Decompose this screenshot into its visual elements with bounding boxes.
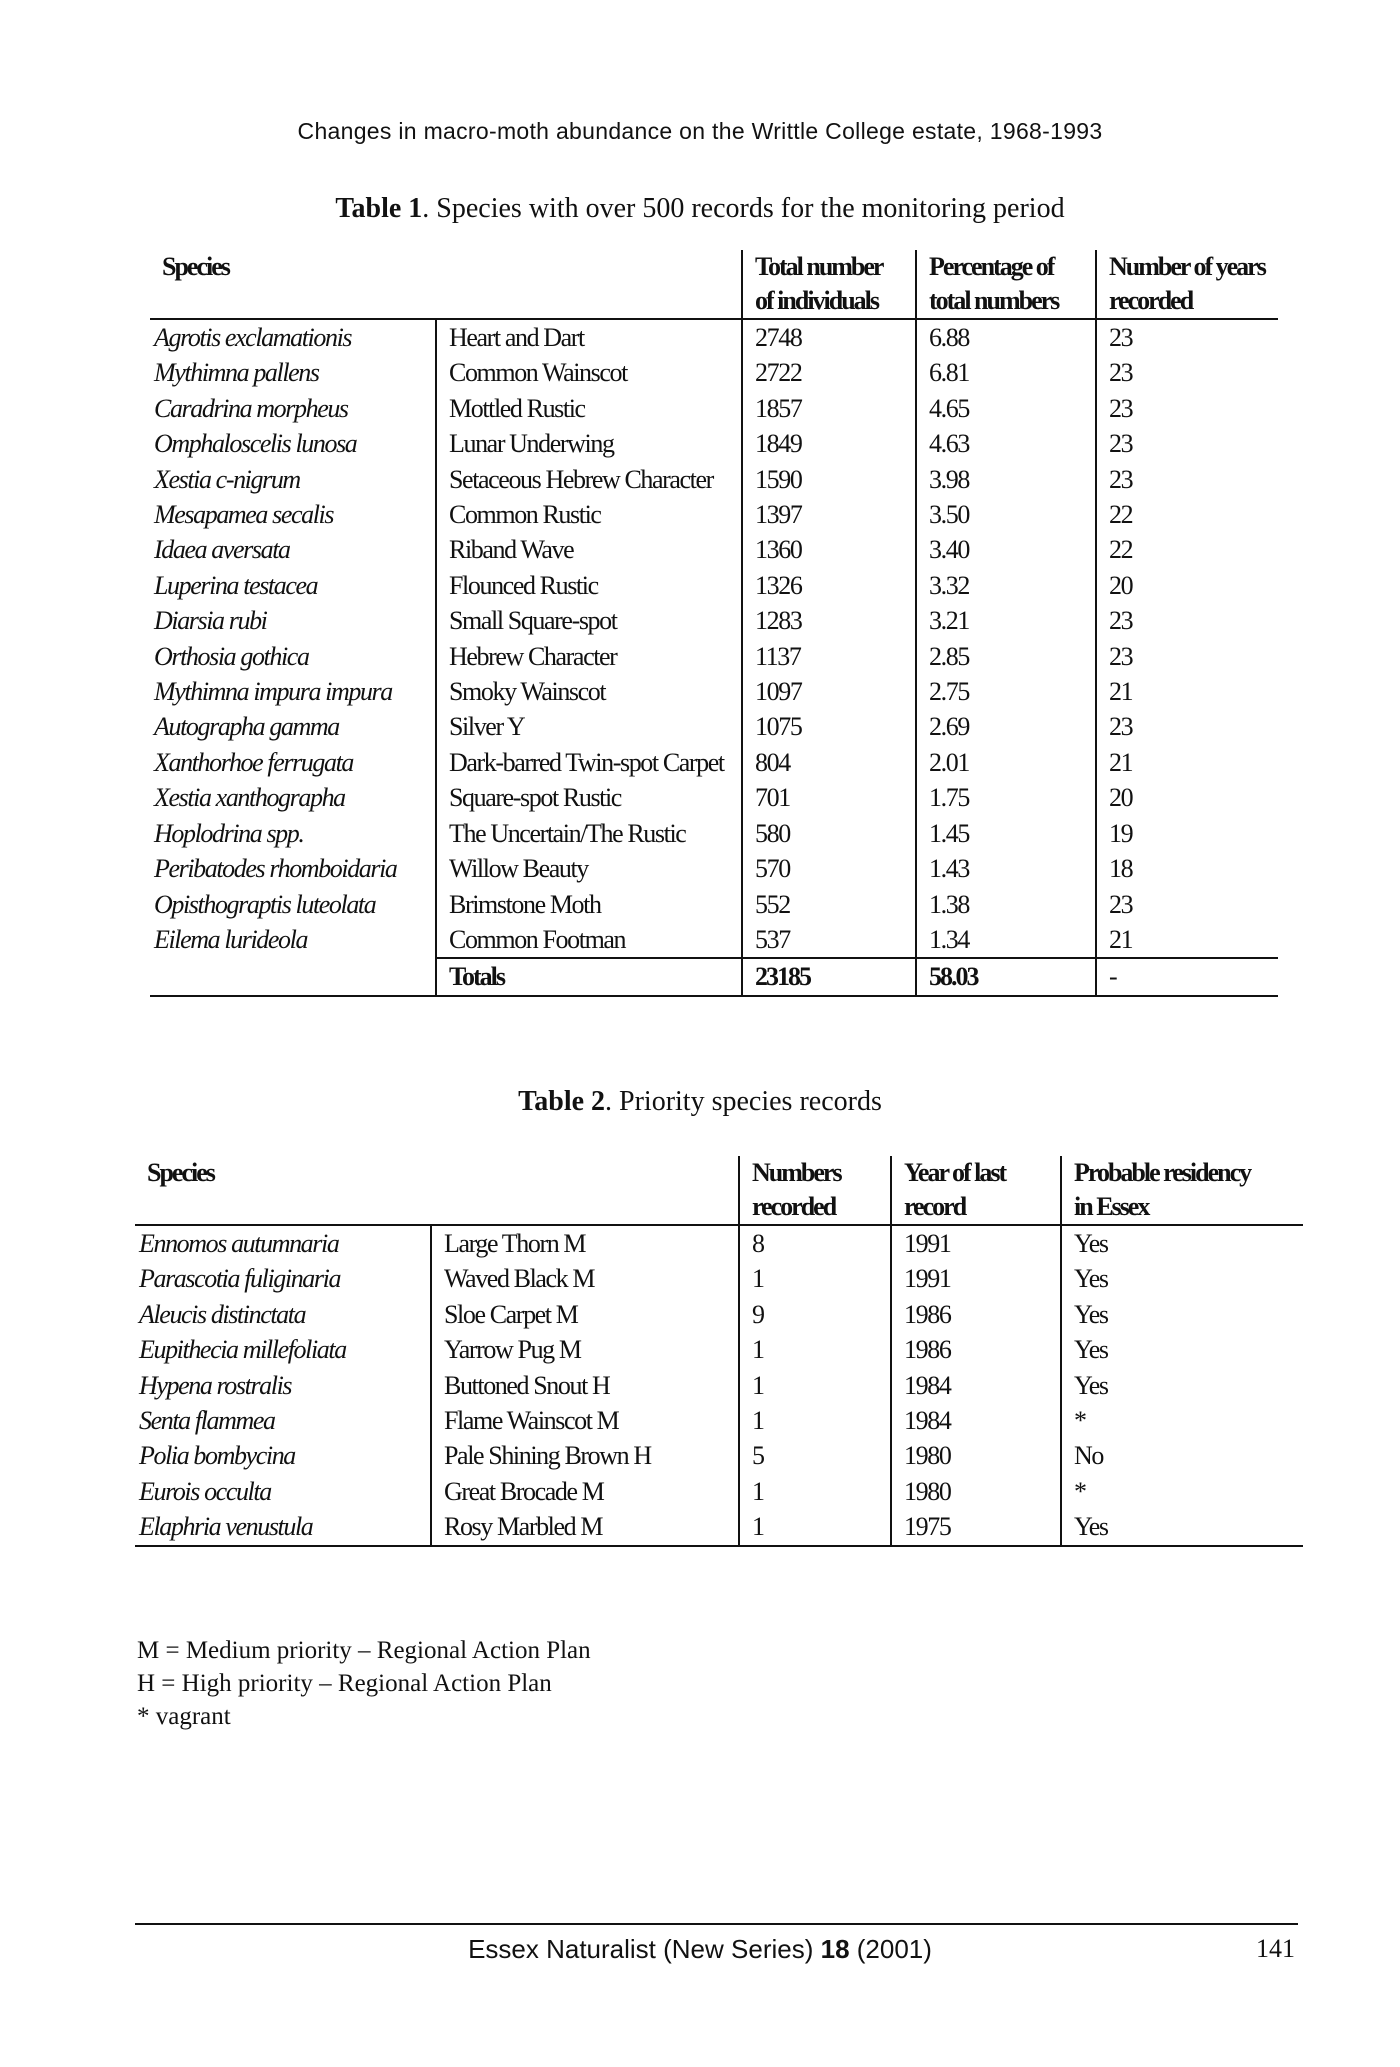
footer-volume: 18	[820, 1934, 850, 1964]
table1-row	[150, 497, 1278, 532]
years-recorded: 23	[1096, 887, 1278, 922]
note-medium-priority: M = Medium priority – Regional Action Plan	[137, 1637, 591, 1664]
probable-residency: No	[1061, 1438, 1303, 1473]
total-individuals: 1360	[742, 532, 916, 567]
table1-row	[150, 319, 1278, 355]
table2-row	[135, 1297, 1303, 1332]
total-individuals: 552	[742, 887, 916, 922]
table1-totals-row	[150, 958, 1278, 995]
years-recorded: 21	[1096, 922, 1278, 958]
numbers-recorded: 1	[739, 1368, 891, 1403]
table2-row	[135, 1509, 1303, 1545]
numbers-recorded: 1	[739, 1261, 891, 1296]
years-recorded: 23	[1096, 426, 1278, 461]
percentage-total: 1.43	[916, 851, 1096, 886]
scientific-name: Idaea aversata	[154, 535, 290, 565]
years-recorded: 23	[1096, 603, 1278, 638]
year-last-record: 1984	[891, 1368, 1061, 1403]
table1-row	[150, 709, 1278, 744]
scientific-name: Mythimna pallens	[154, 358, 319, 388]
percentage-total: 4.63	[916, 426, 1096, 461]
probable-residency: Yes	[1061, 1297, 1303, 1332]
table1-label: Table 1	[335, 193, 423, 224]
numbers-recorded: 1	[739, 1403, 891, 1438]
years-recorded: 20	[1096, 780, 1278, 815]
table1-header-total: Total number	[742, 250, 916, 284]
running-head: Changes in macro-moth abundance on the Writtle College estate, 1968-1993	[297, 118, 1103, 144]
percentage-total: 2.01	[916, 745, 1096, 780]
year-last-record: 1984	[891, 1403, 1061, 1438]
common-name: Flounced Rustic	[436, 568, 742, 603]
percentage-total: 2.69	[916, 709, 1096, 744]
numbers-recorded: 1	[739, 1509, 891, 1545]
table2-row	[135, 1474, 1303, 1509]
years-recorded: 23	[1096, 462, 1278, 497]
year-last-record: 1980	[891, 1474, 1061, 1509]
note-vagrant: * vagrant	[137, 1703, 231, 1730]
common-name: Dark-barred Twin-spot Carpet	[436, 745, 742, 780]
percentage-total: 1.38	[916, 887, 1096, 922]
year-last-record: 1980	[891, 1438, 1061, 1473]
table1-row	[150, 745, 1278, 780]
footer-journal: Essex Naturalist (New Series)	[468, 1934, 821, 1964]
total-individuals: 570	[742, 851, 916, 886]
years-recorded: 23	[1096, 391, 1278, 426]
table1-row	[150, 426, 1278, 461]
table1	[150, 250, 1278, 997]
percentage-total: 2.75	[916, 674, 1096, 709]
common-name: Riband Wave	[436, 532, 742, 567]
scientific-name: Hypena rostralis	[139, 1370, 292, 1400]
table1-row	[150, 639, 1278, 674]
year-last-record: 1991	[891, 1261, 1061, 1296]
total-individuals: 804	[742, 745, 916, 780]
table1-header-years-2: recorded	[1096, 284, 1278, 319]
common-name: Rosy Marbled M	[431, 1509, 739, 1545]
common-name: Pale Shining Brown H	[431, 1438, 739, 1473]
probable-residency: Yes	[1061, 1332, 1303, 1367]
percentage-total: 3.98	[916, 462, 1096, 497]
table1-row	[150, 391, 1278, 426]
common-name: Hebrew Character	[436, 639, 742, 674]
common-name: Waved Black M	[431, 1261, 739, 1296]
table1-header-species: Species	[162, 252, 229, 281]
table2-header-residency: Probable residency	[1061, 1156, 1303, 1190]
scientific-name: Xanthorhoe ferrugata	[154, 747, 354, 777]
table1-row	[150, 568, 1278, 603]
common-name: Setaceous Hebrew Character	[436, 462, 742, 497]
years-recorded: 23	[1096, 319, 1278, 355]
common-name: Great Brocade M	[431, 1474, 739, 1509]
scientific-name: Aleucis distinctata	[139, 1299, 306, 1329]
scientific-name: Caradrina morpheus	[154, 393, 348, 423]
year-last-record: 1986	[891, 1297, 1061, 1332]
table2-header-year-2: record	[891, 1190, 1061, 1225]
table2-title: . Priority species records	[605, 1086, 882, 1117]
common-name: Lunar Underwing	[436, 426, 742, 461]
common-name: Square-spot Rustic	[436, 780, 742, 815]
table2-row	[135, 1438, 1303, 1473]
note-high-priority: H = High priority – Regional Action Plan	[137, 1670, 552, 1697]
scientific-name: Hoplodrina spp.	[154, 818, 304, 848]
probable-residency: *	[1061, 1474, 1303, 1509]
table1-body	[150, 319, 1278, 958]
years-recorded: 23	[1096, 639, 1278, 674]
table2-notes	[137, 1634, 591, 1733]
table1-totals-years: -	[1096, 958, 1278, 995]
table2-row	[135, 1261, 1303, 1296]
common-name: Buttoned Snout H	[431, 1368, 739, 1403]
numbers-recorded: 1	[739, 1474, 891, 1509]
table1-row	[150, 887, 1278, 922]
years-recorded: 23	[1096, 709, 1278, 744]
numbers-recorded: 5	[739, 1438, 891, 1473]
table2-row	[135, 1403, 1303, 1438]
percentage-total: 3.32	[916, 568, 1096, 603]
percentage-total: 1.34	[916, 922, 1096, 958]
scientific-name: Xestia c-nigrum	[154, 464, 300, 494]
table1-title: . Species with over 500 records for the monitoring period	[422, 193, 1065, 224]
total-individuals: 1590	[742, 462, 916, 497]
total-individuals: 1326	[742, 568, 916, 603]
years-recorded: 19	[1096, 816, 1278, 851]
year-last-record: 1991	[891, 1225, 1061, 1261]
footer-citation	[0, 1934, 1400, 1965]
scientific-name: Polia bombycina	[139, 1441, 295, 1471]
table2-header-numbers-2: recorded	[739, 1190, 891, 1225]
numbers-recorded: 9	[739, 1297, 891, 1332]
years-recorded: 23	[1096, 355, 1278, 390]
scientific-name: Eupithecia millefoliata	[139, 1335, 346, 1365]
year-last-record: 1986	[891, 1332, 1061, 1367]
scientific-name: Peribatodes rhomboidaria	[154, 854, 397, 884]
table1-row	[150, 462, 1278, 497]
scientific-name: Eilema lurideola	[154, 924, 308, 954]
percentage-total: 2.85	[916, 639, 1096, 674]
percentage-total: 4.65	[916, 391, 1096, 426]
scientific-name: Diarsia rubi	[154, 606, 267, 636]
common-name: Common Footman	[436, 922, 742, 958]
total-individuals: 1137	[742, 639, 916, 674]
probable-residency: *	[1061, 1403, 1303, 1438]
percentage-total: 3.40	[916, 532, 1096, 567]
table2-header-numbers: Numbers	[739, 1156, 891, 1190]
total-individuals: 1857	[742, 391, 916, 426]
total-individuals: 701	[742, 780, 916, 815]
years-recorded: 18	[1096, 851, 1278, 886]
scientific-name: Elaphria venustula	[135, 1509, 431, 1545]
percentage-total: 3.50	[916, 497, 1096, 532]
table1-caption	[0, 193, 1400, 225]
common-name: Common Wainscot	[436, 355, 742, 390]
probable-residency: Yes	[1061, 1261, 1303, 1296]
table1-totals-total: 23185	[742, 958, 916, 995]
scientific-name: Senta flammea	[139, 1406, 275, 1436]
total-individuals: 1097	[742, 674, 916, 709]
table1-row	[150, 674, 1278, 709]
table2-row	[135, 1332, 1303, 1367]
probable-residency: Yes	[1061, 1509, 1303, 1545]
footer-year: (2001)	[849, 1934, 932, 1964]
common-name: Sloe Carpet M	[431, 1297, 739, 1332]
scientific-name: Omphaloscelis lunosa	[154, 429, 357, 459]
common-name: Small Square-spot	[436, 603, 742, 638]
common-name: The Uncertain/The Rustic	[436, 816, 742, 851]
footer-rule	[135, 1923, 1298, 1925]
probable-residency: Yes	[1061, 1225, 1303, 1261]
total-individuals: 580	[742, 816, 916, 851]
scientific-name: Autographa gamma	[154, 712, 339, 742]
table2-row	[135, 1225, 1303, 1261]
common-name: Smoky Wainscot	[436, 674, 742, 709]
percentage-total: 6.88	[916, 319, 1096, 355]
years-recorded: 22	[1096, 497, 1278, 532]
scientific-name: Mesapamea secalis	[154, 500, 334, 530]
table1-row	[150, 532, 1278, 567]
common-name: Silver Y	[436, 709, 742, 744]
year-last-record: 1975	[891, 1509, 1061, 1545]
table2-header-residency-2: in Essex	[1061, 1190, 1303, 1225]
table2-caption	[0, 1086, 1400, 1118]
total-individuals: 537	[742, 922, 916, 958]
years-recorded: 20	[1096, 568, 1278, 603]
table2-header-species: Species	[147, 1158, 214, 1187]
scientific-name: Luperina testacea	[154, 570, 318, 600]
total-individuals: 1283	[742, 603, 916, 638]
common-name: Flame Wainscot M	[431, 1403, 739, 1438]
total-individuals: 1075	[742, 709, 916, 744]
common-name: Yarrow Pug M	[431, 1332, 739, 1367]
table1-row	[150, 780, 1278, 815]
common-name: Heart and Dart	[436, 319, 742, 355]
percentage-total: 3.21	[916, 603, 1096, 638]
table2-body	[135, 1225, 1303, 1546]
total-individuals: 2748	[742, 319, 916, 355]
table1-header-years: Number of years	[1096, 250, 1278, 284]
table1-row	[150, 851, 1278, 886]
probable-residency: Yes	[1061, 1368, 1303, 1403]
common-name: Mottled Rustic	[436, 391, 742, 426]
page-number: 141	[1256, 1934, 1295, 1963]
scientific-name: Orthosia gothica	[154, 641, 309, 671]
percentage-total: 6.81	[916, 355, 1096, 390]
total-individuals: 2722	[742, 355, 916, 390]
common-name: Brimstone Moth	[436, 887, 742, 922]
table2	[135, 1156, 1303, 1547]
total-individuals: 1849	[742, 426, 916, 461]
common-name: Common Rustic	[436, 497, 742, 532]
table1-row	[150, 355, 1278, 390]
percentage-total: 1.45	[916, 816, 1096, 851]
numbers-recorded: 1	[739, 1332, 891, 1367]
percentage-total: 1.75	[916, 780, 1096, 815]
common-name: Willow Beauty	[436, 851, 742, 886]
years-recorded: 22	[1096, 532, 1278, 567]
table1-totals-percentage: 58.03	[916, 958, 1096, 995]
scientific-name: Eurois occulta	[139, 1476, 271, 1506]
scientific-name: Agrotis exclamationis	[154, 323, 352, 352]
table2-label: Table 2	[518, 1086, 606, 1117]
numbers-recorded: 8	[739, 1225, 891, 1261]
years-recorded: 21	[1096, 745, 1278, 780]
table1-header-percentage-2: total numbers	[916, 284, 1096, 319]
scientific-name: Parascotia fuliginaria	[139, 1264, 341, 1294]
scientific-name: Opisthograptis luteolata	[154, 889, 376, 919]
table1-row	[150, 816, 1278, 851]
common-name: Large Thorn M	[431, 1225, 739, 1261]
table2-row	[135, 1368, 1303, 1403]
table2-header-year: Year of last	[891, 1156, 1061, 1190]
total-individuals: 1397	[742, 497, 916, 532]
scientific-name: Mythimna impura impura	[154, 677, 392, 707]
table1-row	[150, 922, 1278, 958]
scientific-name: Xestia xanthographa	[154, 783, 345, 813]
table1-header-percentage: Percentage of	[916, 250, 1096, 284]
table1-totals-label: Totals	[436, 958, 742, 995]
table1-header-total-2: of individuals	[742, 284, 916, 319]
table1-row	[150, 603, 1278, 638]
years-recorded: 21	[1096, 674, 1278, 709]
scientific-name: Ennomos autumnaria	[139, 1229, 339, 1258]
